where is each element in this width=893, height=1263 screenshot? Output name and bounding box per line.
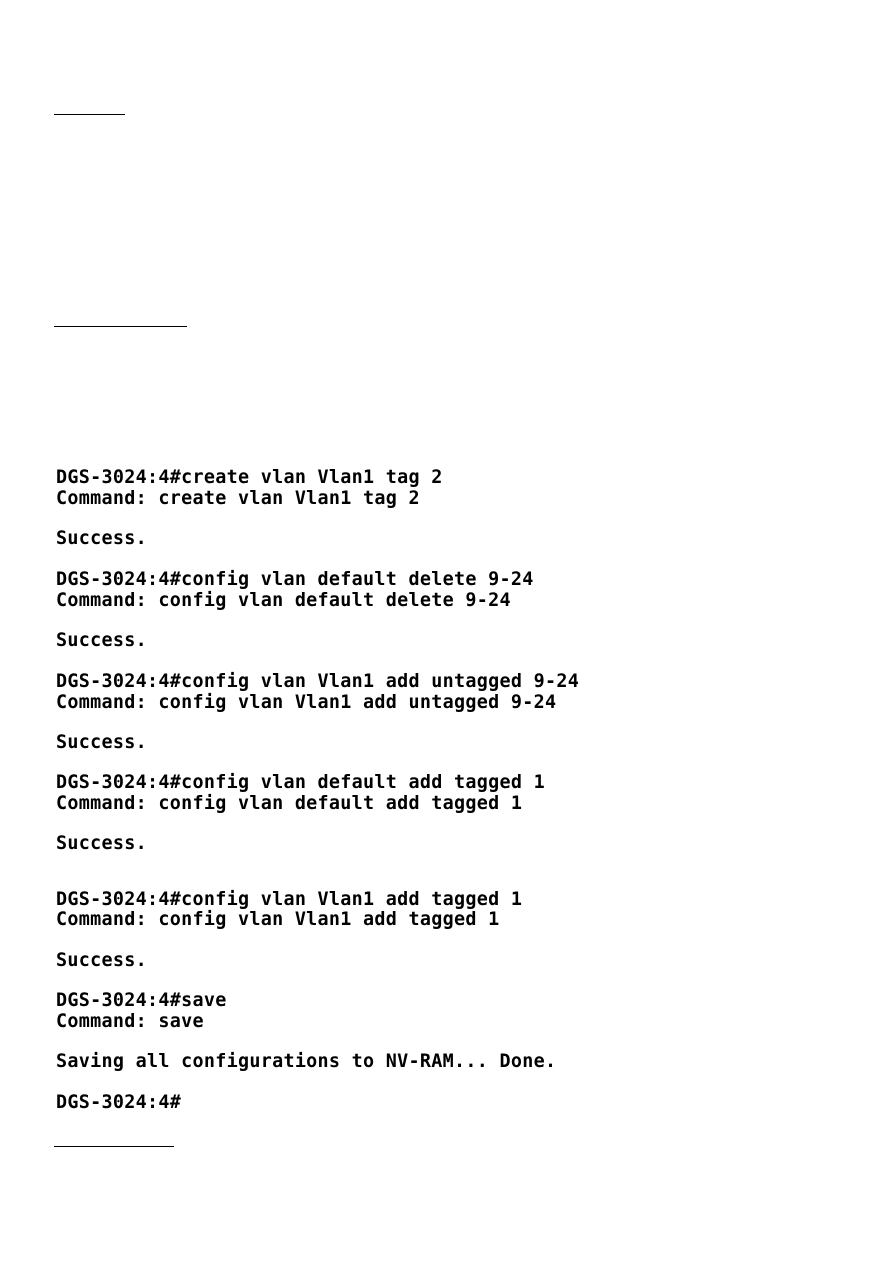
result-line: Saving all configurations to NV-RAM... Done.: [56, 1051, 557, 1072]
result-line: Success.: [56, 833, 147, 854]
command-echo-line: Command: create vlan Vlan1 tag 2: [56, 488, 420, 509]
command-prompt-line: DGS-3024:4#config vlan Vlan1 add untagged 9-24: [56, 671, 580, 692]
command-echo-line: Command: config vlan Vlan1 add tagged 1: [56, 909, 500, 930]
command-echo-line: Command: config vlan default add tagged 1: [56, 793, 523, 814]
command-echo-line: Command: save: [56, 1011, 204, 1032]
command-prompt-line: DGS-3024:4#config vlan default add tagged 1: [56, 772, 545, 793]
command-prompt-line: DGS-3024:4#config vlan default delete 9-24: [56, 569, 534, 590]
horizontal-rule: [54, 114, 125, 115]
command-prompt-line: DGS-3024:4#config vlan Vlan1 add tagged 1: [56, 889, 523, 910]
command-prompt-line: DGS-3024:4#save: [56, 990, 227, 1011]
command-prompt-line: DGS-3024:4#: [56, 1092, 182, 1113]
command-echo-line: Command: config vlan Vlan1 add untagged 9-24: [56, 692, 557, 713]
command-prompt-line: DGS-3024:4#create vlan Vlan1 tag 2: [56, 467, 443, 488]
result-line: Success.: [56, 528, 147, 549]
result-line: Success.: [56, 732, 147, 753]
command-echo-line: Command: config vlan default delete 9-24: [56, 590, 511, 611]
horizontal-rule: [54, 326, 187, 327]
result-line: Success.: [56, 630, 147, 651]
horizontal-rule: [54, 1146, 174, 1147]
result-line: Success.: [56, 950, 147, 971]
